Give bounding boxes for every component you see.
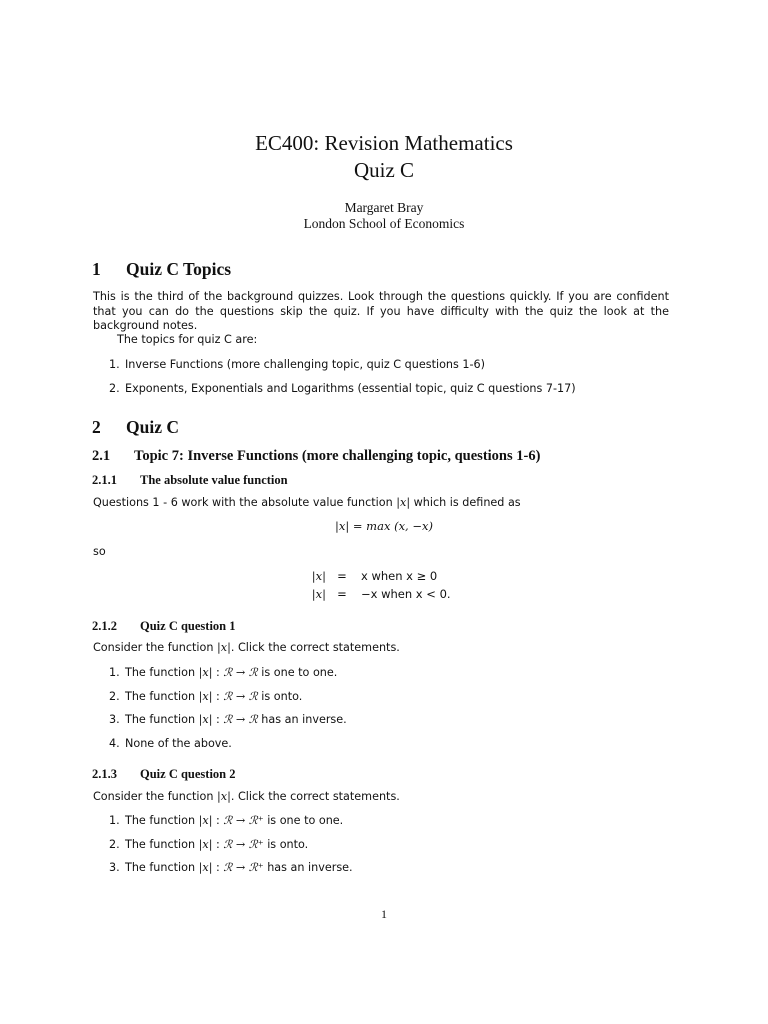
question2-prompt	[93, 790, 400, 803]
mapping-symbol: ℛ → ℛ⁺	[223, 861, 264, 874]
option-tail: is onto.	[267, 838, 309, 851]
prompt-text: Consider the function	[93, 790, 214, 803]
section-heading-2	[92, 417, 179, 438]
section-number: 2	[92, 417, 101, 437]
section1-intro-paragraph: This is the third of the background quizzes. Look through the questions quickly. If you are confident that you can do the questions skip the quiz. If you have difficulty with the quiz the look at the background notes.	[93, 290, 669, 333]
equation-lhs: |x|	[311, 587, 326, 601]
subsubsection-title: Quiz C question 1	[140, 619, 236, 633]
question2-option-2[interactable]: 2. The function |x| : ℛ → ℛ⁺ is onto.	[109, 838, 309, 851]
section-heading-1	[92, 259, 231, 280]
option-lead: The function	[125, 838, 196, 851]
equation-lhs: |x|	[311, 569, 326, 583]
option-text: None of the above.	[125, 737, 232, 750]
question1-option-4[interactable]	[109, 737, 232, 750]
subsubsection-heading-2-1-3	[92, 767, 236, 782]
option-tail: is onto.	[261, 690, 303, 703]
section-number: 1	[92, 259, 101, 279]
author-name: Margaret Bray	[344, 200, 424, 215]
mapping-symbol: ℛ → ℛ	[223, 690, 258, 703]
mapping-symbol: ℛ → ℛ⁺	[223, 814, 264, 827]
section-title: Quiz C Topics	[126, 259, 232, 279]
list-number: 1.	[109, 358, 120, 371]
option-lead: The function	[125, 814, 196, 827]
question1-prompt	[93, 641, 400, 654]
question2-option-3[interactable]: 3. The function |x| : ℛ → ℛ⁺ has an inverse.	[109, 861, 353, 874]
abs-x-symbol: |x|	[217, 790, 231, 803]
absolute-value-intro	[93, 496, 521, 509]
abs-x-symbol: |x|	[217, 641, 231, 654]
mapping-symbol: ℛ → ℛ	[223, 666, 258, 679]
abs-x-symbol: |x|	[198, 838, 213, 851]
document-title-line2: Quiz C	[353, 158, 415, 182]
question1-option-1[interactable]: 1. The function |x| : ℛ → ℛ is one to one.	[109, 666, 338, 679]
question1-option-2[interactable]: 2. The function |x| : ℛ → ℛ is onto.	[109, 690, 303, 703]
abs-x-symbol: |x|	[198, 814, 213, 827]
question2-option-1[interactable]: 1. The function |x| : ℛ → ℛ⁺ is one to one.	[109, 814, 344, 827]
equation-rhs: x when x ≥ 0	[361, 569, 438, 583]
subsubsection-heading-2-1-2	[92, 619, 236, 634]
author-affiliation: London School of Economics	[303, 216, 465, 231]
subsubsection-title: Quiz C question 2	[140, 767, 236, 781]
question1-option-3[interactable]: 3. The function |x| : ℛ → ℛ has an inverse.	[109, 713, 347, 726]
subsection-heading-2-1	[92, 448, 540, 465]
abs-x-symbol: |x|	[198, 690, 213, 703]
subsection-number: 2.1	[92, 448, 111, 464]
mapping-symbol: ℛ → ℛ⁺	[223, 838, 264, 851]
equation-equals: =	[337, 569, 347, 583]
option-lead: The function	[125, 713, 196, 726]
option-number: 2.	[109, 690, 120, 703]
option-tail: is one to one.	[267, 814, 344, 827]
abs-x-symbol: |x|	[198, 713, 213, 726]
option-number: 3.	[109, 713, 120, 726]
intro-text: Questions 1 - 6 work with the absolute value function	[93, 496, 397, 509]
subsubsection-number: 2.1.1	[92, 473, 117, 487]
equation-rhs: −x when x < 0.	[361, 587, 451, 601]
subsubsection-heading-2-1-1	[92, 473, 288, 488]
document-title-line1: EC400: Revision Mathematics	[255, 131, 513, 155]
subsubsection-number: 2.1.3	[92, 767, 117, 781]
equation-row-2	[0, 587, 768, 603]
option-number: 2.	[109, 838, 120, 851]
prompt-text: Consider the function	[93, 641, 214, 654]
intro-text-tail: which is defined as	[410, 496, 521, 509]
abs-x-symbol: |x|	[198, 666, 213, 679]
section-title: Quiz C	[126, 417, 179, 437]
subsubsection-number: 2.1.2	[92, 619, 117, 633]
mapping-symbol: ℛ → ℛ	[223, 713, 258, 726]
option-number: 3.	[109, 861, 120, 874]
topic-item-2	[109, 382, 576, 395]
so-text: so	[93, 545, 106, 558]
equation-row-1	[0, 569, 768, 585]
subsection-title: Topic 7: Inverse Functions (more challenging topic, questions 1-6)	[134, 448, 541, 464]
abs-x-symbol: |x|	[198, 861, 213, 874]
page-number: 1	[381, 907, 387, 921]
option-tail: is one to one.	[261, 666, 338, 679]
option-number: 1.	[109, 666, 120, 679]
option-lead: The function	[125, 690, 196, 703]
option-number: 1.	[109, 814, 120, 827]
list-text: Inverse Functions (more challenging topic, quiz C questions 1-6)	[125, 358, 486, 371]
prompt-text-tail: . Click the correct statements.	[230, 790, 400, 803]
option-lead: The function	[125, 861, 196, 874]
absolute-value-definition: |x| = max (x, −x)	[335, 519, 433, 533]
option-number: 4.	[109, 737, 120, 750]
topic-item-1	[109, 358, 485, 371]
subsubsection-title: The absolute value function	[140, 473, 288, 487]
abs-x-symbol: |x|	[396, 496, 411, 509]
option-lead: The function	[125, 666, 196, 679]
list-number: 2.	[109, 382, 120, 395]
equation-equals: =	[337, 587, 347, 601]
topics-intro: The topics for quiz C are:	[117, 333, 258, 346]
list-text: Exponents, Exponentials and Logarithms (essential topic, quiz C questions 7-17)	[125, 382, 576, 395]
option-tail: has an inverse.	[261, 713, 347, 726]
option-tail: has an inverse.	[267, 861, 353, 874]
prompt-text-tail: . Click the correct statements.	[230, 641, 400, 654]
